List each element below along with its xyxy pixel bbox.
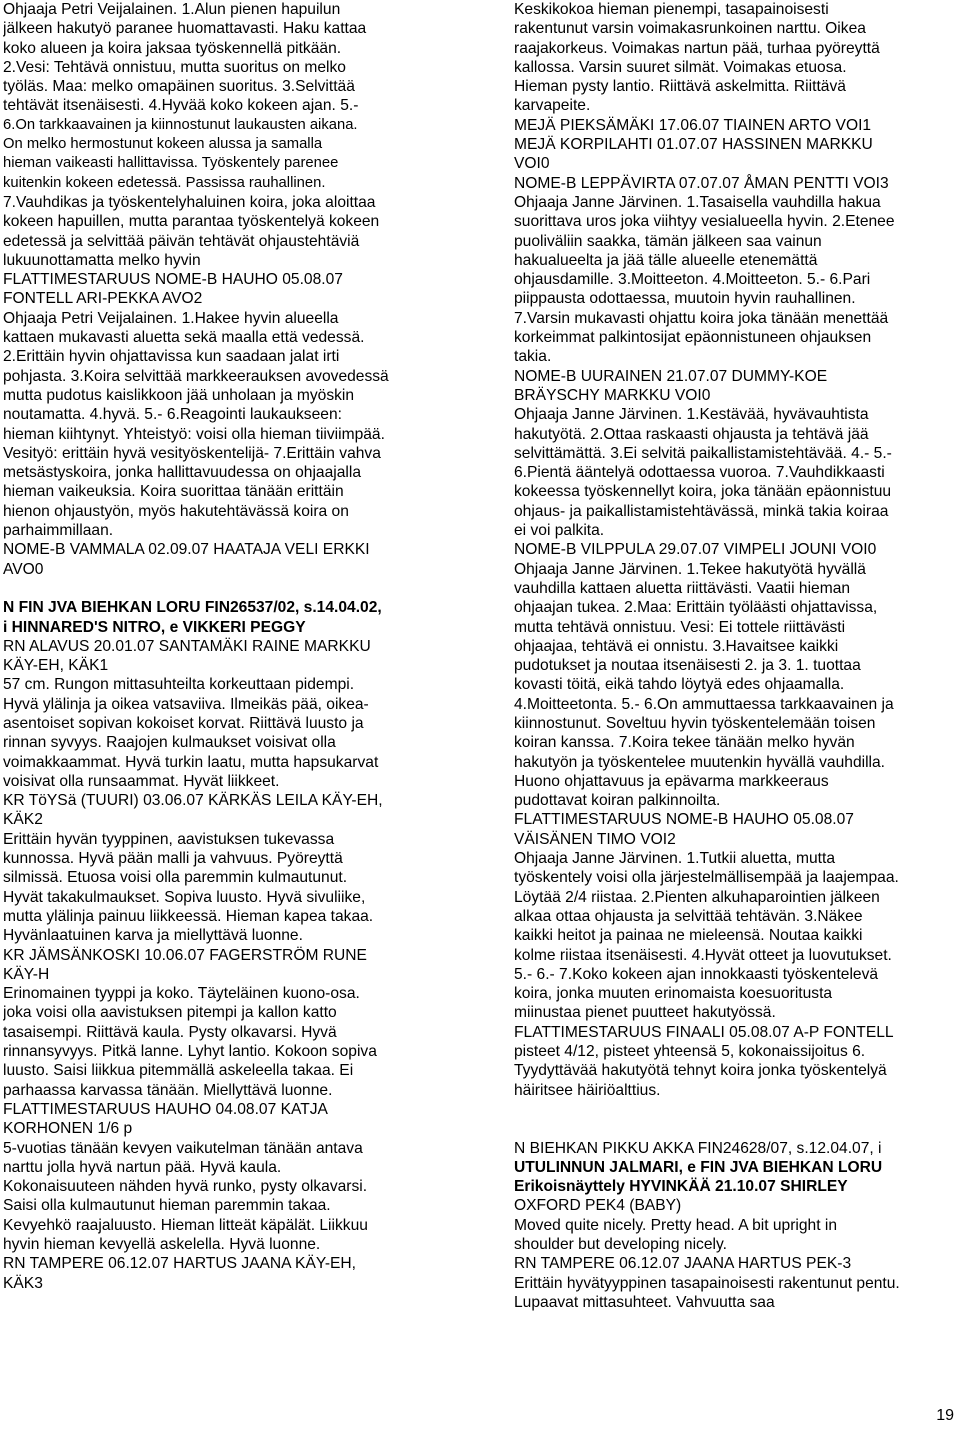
text-line: rinnan syvyys. Raajojen kulmaukset voisivat olla [3,734,336,752]
blank-line [514,1100,958,1119]
text-line: hieman vaikeuksia. Koira suorittaa tänään erittäin [3,483,344,501]
text-line: KÄY-H [3,965,50,983]
text-line: koiran kanssa. 7.Koira tekee tänään melko hyvän [514,734,855,752]
text-line: kokeen hapuillen, mutta parantaa työskentelyä kokeen [3,213,380,231]
left-column [3,0,473,1293]
text-line: On melko hermostunut kokeen alussa ja samalla [3,136,323,153]
text-line: N FIN JVA BIEHKAN LORU FIN26537/02, s.14.04.02, [3,599,382,617]
text-line: pohjasta. 3.Koira selvittää markkeerauksen avovedessä [3,367,389,385]
text-line: NOME-B VILPPULA 29.07.07 VIMPELI JOUNI VOI0 [514,541,877,559]
text-line: AVO0 [3,560,44,578]
text-line: 57 cm. Rungon mittasuhteilta korkeuttaan pidempi. [3,676,355,694]
text-line: OXFORD PEK4 (BABY) [514,1197,682,1215]
text-line: 4.Moitteetonta. 5.- 6.On ammuttaessa tarkkaavainen ja [514,695,894,713]
text-line: ei voi palkita. [514,522,605,540]
text-line: vauhdilla kattaen aluetta riittävästi. Vaatii hieman [514,579,851,597]
text-line: työskentely voisi olla järjestelmällisempää ja laajempaa. [514,869,899,887]
text-line: piippausta odottaessa, muutoin hyvin rauhallinen. [514,290,856,308]
text-line: 6.On tarkkaavainen ja kiinnostunut laukausten aikana. [3,116,358,133]
text-line: 7.Vauhdikas ja työskentelyhaluinen koira, joka aloittaa [3,193,376,211]
text-line: NOME-B VAMMALA 02.09.07 HAATAJA VELI ERKKI [3,541,370,559]
text-line: KÄY-EH, KÄK1 [3,657,109,675]
text-line: raajakorkeus. Voimakas nartun pää, turhaa pyöreyttä [514,39,880,57]
text-line: puoliväliin saakka, tämän jälkeen saa vainun [514,232,822,250]
text-line: tehtävät itsenäisesti. 4.Hyvää koko kokeen ajan. 5.- [3,97,359,115]
text-line: pisteet 4/12, pisteet yhteensä 5, kokonaissijoitus 6. [514,1043,866,1061]
text-line: Moved quite nicely. Pretty head. A bit upright in [514,1216,838,1234]
text-line: FLATTIMESTARUUS NOME-B HAUHO 05.08.07 [514,811,854,829]
text-line: NOME-B LEPPÄVIRTA 07.07.07 ÅMAN PENTTI VOI3 [514,174,889,192]
text-line: narttu jolla hyvä nartun pää. Hyvä kaula. [3,1158,282,1176]
text-line: rakentunut varsin voimakasrunkoinen narttu. Oikea [514,20,866,38]
text-line: Ohjaaja Janne Järvinen. 1.Tutkii aluetta, mutta [514,850,836,868]
text-line: Hyvänlaatuinen karva ja miellyttävä luonne. [3,927,303,945]
text-line: Erikoisnäyttely HYVINKÄÄ 21.10.07 SHIRLEY [514,1178,848,1196]
text-line: miinustaa pienet puutteet hakutyössä. [514,1004,776,1022]
text-line: Ohjaaja Janne Järvinen. 1.Kestävää, hyvävauhtista [514,406,869,424]
text-line: Erittäin hyvän tyyppinen, aavistuksen tukevassa [3,830,335,848]
text-line: mutta ylälinja painuu liikkeessä. Hieman kapea takaa. [3,907,374,925]
text-line: N BIEHKAN PIKKU AKKA FIN24628/07, s.12.04.07, i [514,1139,882,1157]
text-line: Hyvät takakulmaukset. Sopiva luusto. Hyvä sivuliike, [3,888,366,906]
text-line: Ohjaaja Janne Järvinen. 1.Tasaisella vauhdilla hakua [514,193,881,211]
page-number: 19 [936,1407,954,1424]
text-line: häiritsee häiriöalttius. [514,1081,661,1099]
text-line: 5.- 6.- 7.Koko kokeen ajan innokkaasti työskentelevä [514,965,879,983]
text-line: voisivat olla runsaammat. Hyvät liikkeet. [3,772,280,790]
text-line: Lupaavat mittasuhteet. Vahvuutta saa [514,1293,775,1311]
text-line: hakualueelta ja jää tälle alueelle etenemättä [514,251,818,269]
text-line: shoulder but developing nicely. [514,1236,727,1253]
text-line: hyvin hieman kevyellä askelella. Hyvä luonne. [3,1236,321,1253]
text-line: MEJÄ KORPILAHTI 01.07.07 HASSINEN MARKKU [514,136,873,154]
text-line: FLATTIMESTARUUS FINAALI 05.08.07 A-P FONTELL [514,1023,894,1041]
text-line: mutta tehtävä onnistuu. Vesi: Ei tottele riittävästi [514,618,846,636]
text-line: Hyvä ylälinja ja oikea vatsaviiva. Ilmeikäs pää, oikea- [3,695,369,713]
text-line: Saisi olla kulmautunut hieman paremmin takaa. [3,1197,331,1215]
text-line: 2.Vesi: Tehtävä onnistuu, mutta suoritus on melko [3,58,346,76]
text-line: voimakkaammat. Hyvä turkin laatu, mutta hapsukarvat [3,753,379,771]
text-line: kokeessa työskennellyt koira, joka tänään epäonnistuu [514,483,892,501]
text-line: jälkeen hakutyö paranee huomattavasti. Haku kattaa [3,20,367,38]
right-column [514,0,958,1312]
text-line: karvapeite. [514,97,591,115]
text-line: VÄISÄNEN TIMO VOI2 [514,830,676,848]
text-line: 2.Erittäin hyvin ohjattavissa kun saadaan jalat irti [3,348,340,366]
text-line: hakutyötä. 2.Ottaa raskaasti ohjausta ja tehtävä jää [514,425,869,443]
text-line: Hieman pysty lantio. Riittävä askelmitta. Riittävä [514,78,846,96]
blank-line [3,579,473,598]
text-line: UTULINNUN JALMARI, e FIN JVA BIEHKAN LORU [514,1158,883,1176]
text-line: koira, jonka muuten erinomaista koesuoritusta [514,985,833,1003]
text-line: luusto. Saisi liikkua pitemmällä askeleella takaa. Ei [3,1062,354,1080]
text-line: kallossa. Varsin suuret silmät. Voimakas etuosa. [514,58,847,76]
text-line: Ohjaaja Petri Veijalainen. 1.Alun pienen hapuilun [3,1,341,18]
text-line: Erinomainen tyyppi ja koko. Täyteläinen kuono-osa. [3,985,360,1003]
text-line: RN TAMPERE 06.12.07 HARTUS JAANA KÄY-EH, [3,1255,357,1273]
text-line: Ohjaaja Janne Järvinen. 1.Tekee hakutyötä hyvällä [514,560,866,578]
text-line: mutta pudotus kaislikkoon jää unholaan ja myöskin [3,386,355,404]
text-line: rinnansyvyys. Pitkä lanne. Lyhyt lantio. Kokoon sopiva [3,1043,377,1061]
text-line: lukuunottamatta melko hyvin [3,251,201,269]
text-line: NOME-B UURAINEN 21.07.07 DUMMY-KOE [514,367,828,385]
text-line: Vesityö: erittäin hyvä vesityöskentelijä- 7.Erittäin vahva [3,444,381,462]
text-line: 6.Pientä ääntelyä odottaessa vuoroa. 7.Vauhdikkaasti [514,464,885,482]
text-line: Kevyehkö raajaluusto. Hieman litteät käpälät. Liikkuu [3,1216,368,1234]
text-line: KÄK2 [3,811,43,829]
text-line: ohjausdamille. 3.Moitteeton. 4.Moitteeton. 5.- 6.Pari [514,271,871,289]
text-line: KÄK3 [3,1274,43,1292]
blank-line [514,1119,958,1138]
text-line: MEJÄ PIEKSÄMÄKI 17.06.07 TIAINEN ARTO VOI1 [514,116,872,134]
text-line: 7.Varsin mukavasti ohjattu koira joka tänään menettää [514,309,889,327]
text-line: kattaen mukavasti aluetta sekä maalla että vedessä. [3,329,365,347]
text-line: takia. [514,348,552,366]
text-line: kunnossa. Hyvä pään malli ja vahvuus. Pyöreyttä [3,850,343,868]
text-line: kovasti töitä, eikä tahdo löytyä edes ohjaamalla. [514,676,845,694]
text-line: RN ALAVUS 20.01.07 SANTAMÄKI RAINE MARKKU [3,637,371,655]
text-line: ohjaajan tukea. 2.Maa: Erittäin työläästi ohjattavissa, [514,599,878,617]
text-line: Erittäin hyvätyyppinen tasapainoisesti rakentunut pentu. [514,1274,900,1292]
text-line: i HINNARED'S NITRO, e VIKKERI PEGGY [3,618,306,636]
text-line: Ohjaaja Petri Veijalainen. 1.Hakee hyvin alueella [3,309,339,327]
text-line: joka voisi olla aavistuksen pitempi ja kallon katto [3,1004,337,1022]
text-line: kuitenkin kokeen edetessä. Passissa rauhallinen. [3,174,326,191]
text-line: ohjaus- ja paikallistamistehtävässä, minkä takia koiraa [514,502,889,520]
text-line: RN TAMPERE 06.12.07 JAANA HARTUS PEK-3 [514,1255,852,1273]
text-line: parhaassa karvassa tänään. Miellyttävä luonne. [3,1081,333,1099]
text-line: pudottavat koiran palkinnoilta. [514,792,721,810]
text-line: Kokonaisuuteen nähden hyvä runko, pysty olkavarsi. [3,1178,368,1196]
text-line: suorittava uros joka viihtyy vesialueella hyvin. 2.Etenee [514,213,895,231]
text-line: Huono ohjattavuus ja epävarma markkeeraus [514,772,829,790]
text-line: kolme riistaa itsenäisesti. 4.Hyvät otteet ja luovutukset. [514,946,892,964]
text-line: hienon ohjaustyön, myös hakutehtävässä koira on [3,502,349,520]
text-line: 5-vuotias tänään kevyen vaikutelman tänään antava [3,1139,363,1157]
text-line: VOI0 [514,155,550,173]
text-line: kaikki heitot ja painaa ne mieleensä. Noutaa kaikki [514,927,863,945]
text-line: Tyydyttävää hakutyötä tehnyt koira jonka työskentelyä [514,1062,887,1080]
text-line: pudotukset ja noutaa itsenäisesti 2. ja 3. 1. tuottaa [514,657,861,675]
text-line: noutamatta. 4.hyvä. 5.- 6.Reagointi laukaukseen: [3,406,342,424]
text-line: selvittämättä. 3.Ei selvitä paikallistamistehtävää. 4.- 5.- [514,444,892,462]
text-line: Keskikokoa hieman pienempi, tasapainoisesti [514,1,829,18]
text-line: työläs. Maa: melko omapäinen suoritus. 3.Selvittää [3,78,355,96]
text-line: FLATTIMESTARUUS HAUHO 04.08.07 KATJA [3,1100,328,1118]
text-line: hakutyön ja työskentelee muutenkin hyvällä vauhdilla. [514,753,886,771]
text-line: FLATTIMESTARUUS NOME-B HAUHO 05.08.07 [3,271,343,289]
text-line: tasaisempi. Riittävä kaula. Pysty olkavarsi. Hyvä [3,1023,337,1041]
text-line: edetessä ja selvittää päivän tehtävät ohjaustehtäviä [3,232,360,250]
text-line: parhaimmillaan. [3,522,114,540]
text-line: BRÄYSCHY MARKKU VOI0 [514,386,711,404]
text-line: metsästyskoira, jonka hallittavuudessa on ohjaajalla [3,464,361,482]
text-line: silmissä. Etuosa voisi olla paremmin kulmautunut. [3,869,348,887]
text-line: hieman vaikeasti hallittavissa. Työskentely parenee [3,155,339,172]
text-line: ohjaajaa, tehtävä ei onnistu. 3.Havaitsee kaikki [514,637,839,655]
text-line: KR TöYSä (TUURI) 03.06.07 KÄRKÄS LEILA KÄY-EH, [3,792,383,810]
text-line: asentoiset sopivan kokoiset korvat. Riittävä luusto ja [3,714,364,732]
text-line: KR JÄMSÄNKOSKI 10.06.07 FAGERSTRÖM RUNE [3,946,367,964]
text-line: koko alueen ja koira jaksaa työskennellä pitkään. [3,39,342,57]
text-line: kiinnostunut. Soveltuu hyvin työskentelemään toisen [514,714,876,732]
text-line: FONTELL ARI-PEKKA AVO2 [3,290,203,308]
text-line: KORHONEN 1/6 p [3,1120,133,1138]
text-line: hieman kiihtynyt. Yhteistyö: voisi olla hieman tiiviimpää. [3,425,385,443]
text-line: alkaa ottaa ohjausta ja selvittää tehtävän. 3.Näkee [514,907,863,925]
text-line: korkeimmat palkintosijat epäonnistuneen ohjauksen [514,329,872,347]
text-line: Löytää 2/4 riistaa. 2.Pienten alkuhaparointien jälkeen [514,888,880,906]
